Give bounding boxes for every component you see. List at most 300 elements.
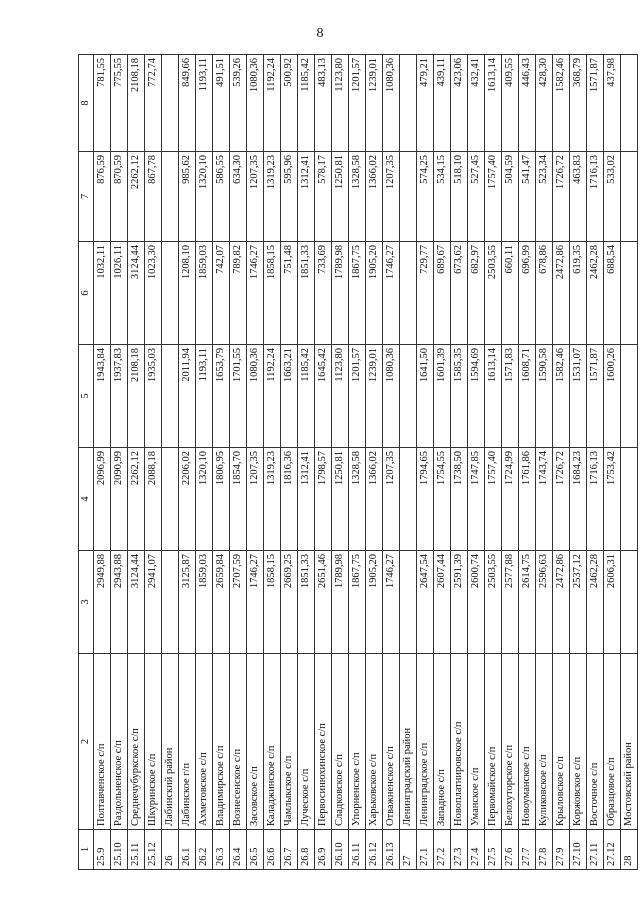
value-cell: 1312,41 — [298, 448, 315, 551]
row-index-cell: 27.1 — [417, 830, 434, 870]
settlement-name-cell: Раздольненское с/п — [111, 654, 128, 830]
row-index-cell: 25.9 — [94, 830, 111, 870]
value-cell: 1208,10 — [179, 242, 196, 345]
value-cell: 504,59 — [502, 152, 519, 242]
value-cell: 1207,35 — [383, 448, 400, 551]
value-cell: 1859,03 — [196, 551, 213, 654]
settlement-name-cell: Луческое с/п — [298, 654, 315, 830]
settlement-name-cell: Каладжинское с/п — [264, 654, 281, 830]
table-row — [434, 55, 451, 870]
value-cell: 1080,36 — [247, 345, 264, 448]
settlement-name-cell: Мостовский район — [621, 654, 638, 830]
value-cell: 446,43 — [519, 55, 536, 152]
value-cell: 1193,11 — [196, 345, 213, 448]
value-cell: 1816,36 — [281, 448, 298, 551]
section-row — [400, 55, 417, 870]
value-cell: 1867,75 — [349, 551, 366, 654]
value-cell: 491,51 — [213, 55, 230, 152]
table-row — [111, 55, 128, 870]
table-row — [604, 55, 621, 870]
value-cell: 1319,23 — [264, 448, 281, 551]
value-cell: 2462,28 — [587, 242, 604, 345]
value-cell: 1859,03 — [196, 242, 213, 345]
table-row — [349, 55, 366, 870]
value-cell: 1746,27 — [247, 242, 264, 345]
value-cell — [621, 242, 638, 345]
value-cell: 2262,12 — [128, 448, 145, 551]
value-cell: 539,26 — [230, 55, 247, 152]
settlement-name-cell: Владимирское с/п — [213, 654, 230, 830]
value-cell: 1738,50 — [451, 448, 468, 551]
value-cell: 2090,99 — [111, 448, 128, 551]
value-cell: 673,62 — [451, 242, 468, 345]
value-cell: 781,55 — [94, 55, 111, 152]
page-number: 8 — [316, 26, 324, 41]
value-cell: 1080,36 — [383, 345, 400, 448]
value-cell: 689,67 — [434, 242, 451, 345]
value-cell: 1250,81 — [332, 448, 349, 551]
row-index-cell: 27.5 — [485, 830, 502, 870]
value-cell: 2707,59 — [230, 551, 247, 654]
table-row — [315, 55, 332, 870]
settlement-name-cell: Вознесенское с/п — [230, 654, 247, 830]
settlement-name-cell: Среднечубуркское с/п — [128, 654, 145, 830]
value-cell — [162, 551, 179, 654]
value-cell: 1594,69 — [468, 345, 485, 448]
value-cell: 1608,71 — [519, 345, 536, 448]
table-row — [128, 55, 145, 870]
column-number-header: 2 — [79, 654, 94, 830]
value-cell: 2600,74 — [468, 551, 485, 654]
value-cell: 428,30 — [536, 55, 553, 152]
value-cell: 1724,99 — [502, 448, 519, 551]
value-cell: 742,07 — [213, 242, 230, 345]
value-cell — [162, 55, 179, 152]
value-cell: 876,59 — [94, 152, 111, 242]
value-cell: 729,77 — [417, 242, 434, 345]
value-cell: 439,11 — [434, 55, 451, 152]
settlement-name-cell: Лабинский район — [162, 654, 179, 830]
value-cell: 1854,70 — [230, 448, 247, 551]
table-row — [536, 55, 553, 870]
table-row — [587, 55, 604, 870]
value-cell: 1937,83 — [111, 345, 128, 448]
value-cell: 1571,87 — [587, 345, 604, 448]
value-cell: 1201,57 — [349, 345, 366, 448]
column-number-header: 5 — [79, 345, 94, 448]
value-cell: 1319,23 — [264, 152, 281, 242]
value-cell: 1600,26 — [604, 345, 621, 448]
value-cell — [162, 152, 179, 242]
value-cell: 2503,55 — [485, 242, 502, 345]
value-cell: 2472,86 — [553, 551, 570, 654]
value-cell: 1080,36 — [383, 55, 400, 152]
row-index-cell: 27.6 — [502, 830, 519, 870]
value-cell: 2943,88 — [111, 551, 128, 654]
row-index-cell: 25.11 — [128, 830, 145, 870]
row-index-cell: 27.8 — [536, 830, 553, 870]
settlement-name-cell: Ленинградский район — [400, 654, 417, 830]
value-cell: 527,45 — [468, 152, 485, 242]
value-cell: 1743,74 — [536, 448, 553, 551]
value-cell: 2206,02 — [179, 448, 196, 551]
value-cell: 1080,36 — [247, 55, 264, 152]
value-cell: 541,47 — [519, 152, 536, 242]
value-cell: 1320,10 — [196, 448, 213, 551]
settlement-name-cell: Первосинюхинское с/п — [315, 654, 332, 830]
value-cell: 1328,58 — [349, 448, 366, 551]
column-number-header: 8 — [79, 55, 94, 152]
value-cell: 518,10 — [451, 152, 468, 242]
value-cell: 368,79 — [570, 55, 587, 152]
row-index-cell: 26.8 — [298, 830, 315, 870]
column-number-header: 1 — [79, 830, 94, 870]
row-index-cell: 27.12 — [604, 830, 621, 870]
value-cell: 1123,80 — [332, 55, 349, 152]
column-number-header: 4 — [79, 448, 94, 551]
settlement-name-cell: Первомайское с/п — [485, 654, 502, 830]
value-cell: 2596,63 — [536, 551, 553, 654]
value-cell: 2949,88 — [94, 551, 111, 654]
value-cell: 1789,98 — [332, 242, 349, 345]
row-index-cell: 27 — [400, 830, 417, 870]
value-cell: 1757,40 — [485, 152, 502, 242]
table-row — [247, 55, 264, 870]
value-cell: 2096,99 — [94, 448, 111, 551]
value-cell: 1185,42 — [298, 55, 315, 152]
value-cell: 1746,27 — [247, 551, 264, 654]
value-cell: 1726,72 — [553, 152, 570, 242]
value-cell: 870,59 — [111, 152, 128, 242]
value-cell: 1761,86 — [519, 448, 536, 551]
value-cell: 688,54 — [604, 242, 621, 345]
row-index-cell: 26.7 — [281, 830, 298, 870]
value-cell: 500,92 — [281, 55, 298, 152]
value-cell: 1571,83 — [502, 345, 519, 448]
row-index-cell: 26.11 — [349, 830, 366, 870]
table-container — [78, 55, 634, 870]
settlement-name-cell: Харьковское с/п — [366, 654, 383, 830]
settlement-name-cell: Новоплатнировское с/п — [451, 654, 468, 830]
row-index-cell: 26.9 — [315, 830, 332, 870]
value-cell: 437,98 — [604, 55, 621, 152]
value-cell: 3124,44 — [128, 551, 145, 654]
row-index-cell: 26.6 — [264, 830, 281, 870]
row-index-cell: 27.11 — [587, 830, 604, 870]
value-cell: 1794,65 — [417, 448, 434, 551]
value-cell — [162, 448, 179, 551]
settlement-name-cell: Полтавченское с/п — [94, 654, 111, 830]
section-row — [621, 55, 638, 870]
value-cell: 1582,46 — [553, 345, 570, 448]
value-cell: 1192,24 — [264, 345, 281, 448]
value-cell: 678,86 — [536, 242, 553, 345]
value-cell: 1858,15 — [264, 242, 281, 345]
table-row — [213, 55, 230, 870]
value-cell: 1207,35 — [247, 152, 264, 242]
value-cell: 1531,07 — [570, 345, 587, 448]
value-cell: 479,21 — [417, 55, 434, 152]
settlement-name-cell: Сладковское с/п — [332, 654, 349, 830]
value-cell: 660,11 — [502, 242, 519, 345]
value-cell — [400, 242, 417, 345]
value-cell: 1026,11 — [111, 242, 128, 345]
value-cell: 2591,39 — [451, 551, 468, 654]
settlement-name-cell: Лабинское г/п — [179, 654, 196, 830]
value-cell: 2472,86 — [553, 242, 570, 345]
value-cell: 2462,28 — [587, 551, 604, 654]
value-cell: 1207,35 — [247, 448, 264, 551]
table-row — [519, 55, 536, 870]
value-cell: 1328,58 — [349, 152, 366, 242]
settlement-name-cell: Ахметовское с/п — [196, 654, 213, 830]
value-cell: 1590,58 — [536, 345, 553, 448]
settlement-name-cell: Крыловское с/п — [553, 654, 570, 830]
value-cell: 3124,44 — [128, 242, 145, 345]
table-header-row — [79, 55, 94, 870]
value-cell: 2606,31 — [604, 551, 621, 654]
table-row — [366, 55, 383, 870]
settlement-name-cell: Засовское с/п — [247, 654, 264, 830]
section-row — [162, 55, 179, 870]
value-cell: 1905,20 — [366, 242, 383, 345]
value-cell: 2607,44 — [434, 551, 451, 654]
value-cell — [621, 152, 638, 242]
value-cell: 1798,57 — [315, 448, 332, 551]
settlement-name-cell: Шкуринское с/п — [145, 654, 162, 830]
table-row — [417, 55, 434, 870]
table-row — [553, 55, 570, 870]
value-cell: 1754,55 — [434, 448, 451, 551]
value-cell: 1239,01 — [366, 345, 383, 448]
value-cell: 1653,79 — [213, 345, 230, 448]
column-number-header: 7 — [79, 152, 94, 242]
value-cell: 1663,21 — [281, 345, 298, 448]
table-row — [570, 55, 587, 870]
settlement-name-cell: Уманское с/п — [468, 654, 485, 830]
value-cell — [162, 242, 179, 345]
value-cell: 1806,95 — [213, 448, 230, 551]
value-cell: 2537,12 — [570, 551, 587, 654]
value-cell: 1645,42 — [315, 345, 332, 448]
row-index-cell: 26.12 — [366, 830, 383, 870]
value-cell: 432,41 — [468, 55, 485, 152]
table-row — [468, 55, 485, 870]
value-cell — [621, 448, 638, 551]
row-index-cell: 28 — [621, 830, 638, 870]
value-cell: 578,17 — [315, 152, 332, 242]
value-cell — [162, 345, 179, 448]
settlement-name-cell: Куликовское с/п — [536, 654, 553, 830]
value-cell: 1613,14 — [485, 345, 502, 448]
value-cell: 1716,13 — [587, 448, 604, 551]
value-cell: 985,62 — [179, 152, 196, 242]
value-cell — [621, 55, 638, 152]
value-cell: 696,99 — [519, 242, 536, 345]
table-row — [94, 55, 111, 870]
row-index-cell: 27.10 — [570, 830, 587, 870]
rotated-table-frame — [78, 55, 634, 870]
table-row — [332, 55, 349, 870]
value-cell: 1641,50 — [417, 345, 434, 448]
value-cell: 1023,30 — [145, 242, 162, 345]
value-cell: 1943,84 — [94, 345, 111, 448]
value-cell: 1571,87 — [587, 55, 604, 152]
value-cell: 1601,39 — [434, 345, 451, 448]
value-cell: 1757,40 — [485, 448, 502, 551]
value-cell: 595,96 — [281, 152, 298, 242]
value-cell: 1789,98 — [332, 551, 349, 654]
value-cell: 2088,18 — [145, 448, 162, 551]
value-cell: 2577,88 — [502, 551, 519, 654]
value-cell: 789,82 — [230, 242, 247, 345]
column-number-header: 3 — [79, 551, 94, 654]
row-index-cell: 27.3 — [451, 830, 468, 870]
value-cell: 523,34 — [536, 152, 553, 242]
value-cell: 619,35 — [570, 242, 587, 345]
value-cell: 1250,81 — [332, 152, 349, 242]
value-cell — [400, 152, 417, 242]
settlement-name-cell: Восточное с/п — [587, 654, 604, 830]
settlement-name-cell: Упорненское с/п — [349, 654, 366, 830]
row-index-cell: 26.5 — [247, 830, 264, 870]
row-index-cell: 27.7 — [519, 830, 536, 870]
value-cell: 733,69 — [315, 242, 332, 345]
row-index-cell: 26.4 — [230, 830, 247, 870]
row-index-cell: 26 — [162, 830, 179, 870]
value-cell: 1201,57 — [349, 55, 366, 152]
value-cell: 1935,03 — [145, 345, 162, 448]
table-row — [298, 55, 315, 870]
value-cell — [400, 345, 417, 448]
value-cell: 634,30 — [230, 152, 247, 242]
settlement-name-cell: Ленинградское с/п — [417, 654, 434, 830]
value-cell: 1747,85 — [468, 448, 485, 551]
value-cell: 1753,42 — [604, 448, 621, 551]
value-cell: 1726,72 — [553, 448, 570, 551]
value-cell: 409,55 — [502, 55, 519, 152]
value-cell: 2011,94 — [179, 345, 196, 448]
settlement-name-cell: Отважненское с/п — [383, 654, 400, 830]
value-cell: 1851,33 — [298, 551, 315, 654]
value-cell: 2108,18 — [128, 345, 145, 448]
column-number-header: 6 — [79, 242, 94, 345]
value-cell: 1032,11 — [94, 242, 111, 345]
row-index-cell: 26.1 — [179, 830, 196, 870]
value-cell: 1851,33 — [298, 242, 315, 345]
value-cell: 1366,02 — [366, 152, 383, 242]
value-cell: 1746,27 — [383, 551, 400, 654]
row-index-cell: 26.2 — [196, 830, 213, 870]
value-cell: 1701,55 — [230, 345, 247, 448]
row-index-cell: 25.10 — [111, 830, 128, 870]
value-cell: 2503,55 — [485, 551, 502, 654]
value-cell: 3125,87 — [179, 551, 196, 654]
value-cell: 2262,12 — [128, 152, 145, 242]
table-row — [502, 55, 519, 870]
row-index-cell: 26.10 — [332, 830, 349, 870]
table-row — [264, 55, 281, 870]
settlement-name-cell: Новоуманское с/п — [519, 654, 536, 830]
value-cell: 1858,15 — [264, 551, 281, 654]
settlement-name-cell: Коржовское с/п — [570, 654, 587, 830]
value-cell: 483,13 — [315, 55, 332, 152]
table-row — [196, 55, 213, 870]
value-cell: 2614,75 — [519, 551, 536, 654]
row-index-cell: 25.12 — [145, 830, 162, 870]
value-cell — [621, 551, 638, 654]
row-index-cell: 27.2 — [434, 830, 451, 870]
value-cell — [621, 345, 638, 448]
value-cell: 1613,14 — [485, 55, 502, 152]
value-cell: 849,66 — [179, 55, 196, 152]
value-cell: 1320,10 — [196, 152, 213, 242]
value-cell: 1585,35 — [451, 345, 468, 448]
value-cell: 751,48 — [281, 242, 298, 345]
value-cell: 2651,46 — [315, 551, 332, 654]
value-cell: 772,74 — [145, 55, 162, 152]
value-cell: 682,97 — [468, 242, 485, 345]
value-cell: 2669,25 — [281, 551, 298, 654]
value-cell: 1312,41 — [298, 152, 315, 242]
value-cell: 2647,54 — [417, 551, 434, 654]
table-row — [281, 55, 298, 870]
tariff-table — [78, 54, 638, 870]
value-cell: 586,55 — [213, 152, 230, 242]
value-cell: 1366,02 — [366, 448, 383, 551]
value-cell: 1867,75 — [349, 242, 366, 345]
value-cell: 1207,35 — [383, 152, 400, 242]
value-cell: 1185,42 — [298, 345, 315, 448]
row-index-cell: 27.9 — [553, 830, 570, 870]
value-cell: 423,06 — [451, 55, 468, 152]
settlement-name-cell: Образцовое с/п — [604, 654, 621, 830]
value-cell: 867,78 — [145, 152, 162, 242]
value-cell: 1716,13 — [587, 152, 604, 242]
value-cell: 1123,80 — [332, 345, 349, 448]
settlement-name-cell: Белохуторское с/п — [502, 654, 519, 830]
row-index-cell: 26.13 — [383, 830, 400, 870]
value-cell: 1239,01 — [366, 55, 383, 152]
table-row — [145, 55, 162, 870]
value-cell: 1193,11 — [196, 55, 213, 152]
row-index-cell: 26.3 — [213, 830, 230, 870]
value-cell: 574,25 — [417, 152, 434, 242]
value-cell: 1905,20 — [366, 551, 383, 654]
value-cell — [400, 551, 417, 654]
row-index-cell: 27.4 — [468, 830, 485, 870]
settlement-name-cell: Западное с/п — [434, 654, 451, 830]
table-row — [383, 55, 400, 870]
value-cell: 1192,24 — [264, 55, 281, 152]
table-row — [179, 55, 196, 870]
table-row — [485, 55, 502, 870]
value-cell: 1746,27 — [383, 242, 400, 345]
value-cell — [400, 448, 417, 551]
value-cell: 2941,07 — [145, 551, 162, 654]
table-row — [451, 55, 468, 870]
value-cell: 2108,18 — [128, 55, 145, 152]
value-cell — [400, 55, 417, 152]
table-row — [230, 55, 247, 870]
value-cell: 533,02 — [604, 152, 621, 242]
value-cell: 463,83 — [570, 152, 587, 242]
value-cell: 2659,84 — [213, 551, 230, 654]
value-cell: 534,15 — [434, 152, 451, 242]
value-cell: 1582,46 — [553, 55, 570, 152]
value-cell: 775,55 — [111, 55, 128, 152]
settlement-name-cell: Чамлыкское с/п — [281, 654, 298, 830]
